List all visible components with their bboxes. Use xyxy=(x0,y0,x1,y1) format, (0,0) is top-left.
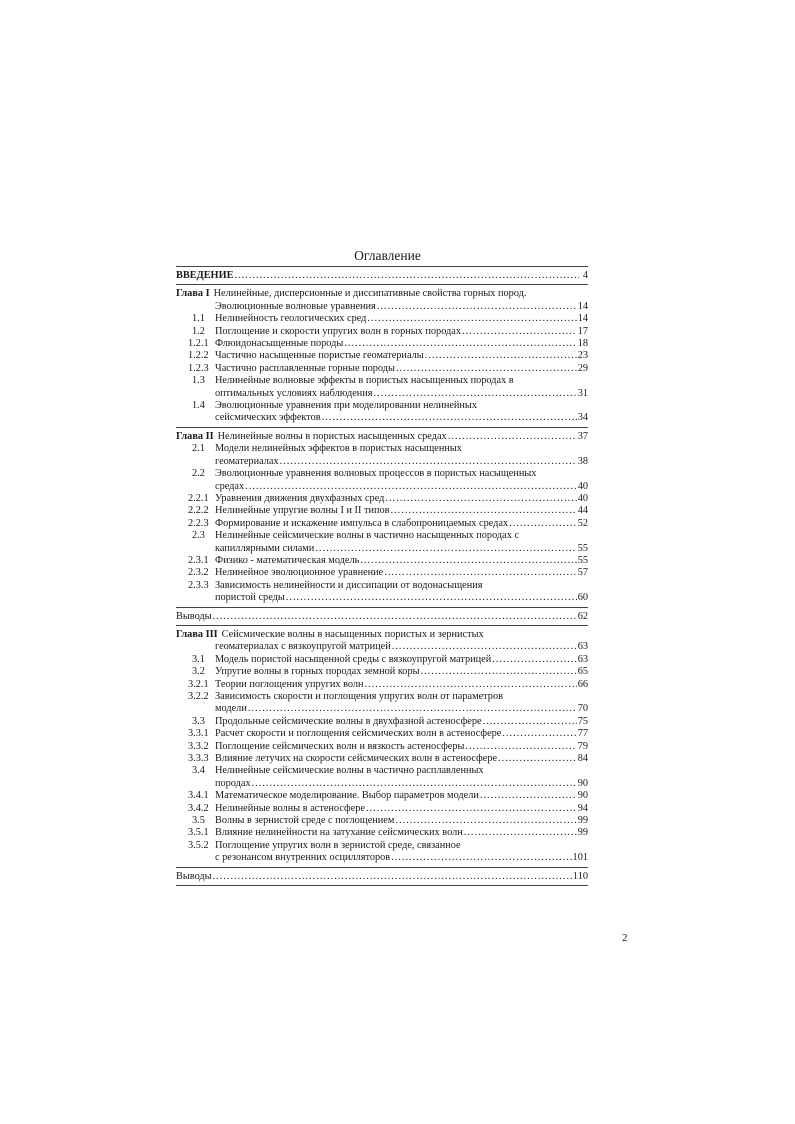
toc-entry xyxy=(176,815,588,827)
toc-page-number: 38 xyxy=(577,455,588,467)
toc-page-number: 77 xyxy=(577,728,588,740)
section-number: 1.1 xyxy=(192,313,205,325)
section-title-cont: сейсмических эффектов xyxy=(215,412,321,424)
section-title-cont: породах xyxy=(215,777,251,789)
section-title: Флюидонасыщенные породы xyxy=(215,338,344,350)
toc-page-number: 90 xyxy=(577,777,588,789)
toc-page-number: 44 xyxy=(577,505,588,517)
section-title: Влияние летучих на скорости сейсмических волн в астеносфере xyxy=(215,753,498,765)
toc-entry xyxy=(176,827,588,839)
dot-leader xyxy=(396,363,577,375)
toc-page-number: 4 xyxy=(582,270,588,281)
table-of-contents xyxy=(176,266,588,886)
section-number: 2.2.3 xyxy=(188,517,209,529)
section-title: Нелинейные волновые эффекты в пористых насыщенных породах в xyxy=(215,375,514,387)
dot-leader xyxy=(248,703,577,715)
section-title: Частично расплавленные горные породы xyxy=(215,362,395,374)
section-title: Нелинейные сейсмические волны в частично насыщенных породах с xyxy=(215,530,520,542)
toc-entry xyxy=(176,679,588,691)
section-title: Зависимость нелинейности и диссипации от водонасыщения xyxy=(215,579,483,591)
toc-page-number: 37 xyxy=(577,430,588,442)
toc-page-number: 84 xyxy=(577,753,588,765)
toc-entry xyxy=(176,666,588,678)
toc-entry-conclusions xyxy=(176,871,588,883)
chapter-title-line1: Нелинейные, дисперсионные и диссипативные свойства горных пород. xyxy=(213,288,527,300)
section-title: Модели нелинейных эффектов в пористых насыщенных xyxy=(215,443,462,455)
section-title-cont: пористой среды xyxy=(215,592,285,604)
toc-entry xyxy=(176,741,588,753)
section-number: 2.3.2 xyxy=(188,567,209,579)
toc-section-intro xyxy=(176,267,588,284)
dot-leader xyxy=(498,753,577,765)
section-number: 3.1 xyxy=(192,653,205,665)
dot-leader xyxy=(464,827,577,839)
toc-page-number: 79 xyxy=(577,740,588,752)
chapter-label: Глава I xyxy=(176,288,210,300)
chapter-title-line2: геоматериалах с вязкоупругой матрицей xyxy=(215,641,391,653)
toc-entry-cont xyxy=(176,481,588,493)
toc-page-number: 66 xyxy=(577,678,588,690)
toc-page-number: 40 xyxy=(577,492,588,504)
section-number: 2.2.2 xyxy=(188,505,209,517)
toc-page-number: 90 xyxy=(577,790,588,802)
toc-section-chapter-1 xyxy=(176,285,588,426)
toc-page-number: 62 xyxy=(577,610,588,622)
toc-entry xyxy=(176,580,588,592)
dot-leader xyxy=(234,270,579,282)
toc-page-number: 17 xyxy=(577,325,588,337)
section-number: 3.3.1 xyxy=(188,728,209,740)
toc-page-number: 34 xyxy=(577,412,588,424)
chapter-heading xyxy=(176,629,588,641)
section-number: 2.2 xyxy=(192,468,205,480)
section-title: Поглощение и скорости упругих волн в горных породах xyxy=(215,325,461,337)
section-title: Расчет скорости и поглощения сейсмических волн в астеносфере xyxy=(215,728,502,740)
dot-leader xyxy=(213,611,577,623)
toc-page-number: 55 xyxy=(577,554,588,566)
toc-entry xyxy=(176,350,588,362)
toc-entry xyxy=(176,728,588,740)
section-title-cont: модели xyxy=(215,703,247,715)
dot-leader xyxy=(366,803,577,815)
section-number: 1.2.3 xyxy=(188,362,209,374)
section-number: 2.3 xyxy=(192,530,205,542)
toc-entry xyxy=(176,375,588,387)
toc-entry xyxy=(176,530,588,542)
toc-entry xyxy=(176,555,588,567)
toc-entry-cont xyxy=(176,703,588,715)
toc-page-number: 60 xyxy=(577,592,588,604)
dot-leader xyxy=(322,412,577,424)
section-title: Уравнения движения двухфазных сред xyxy=(215,492,385,504)
chapter-label: Глава II xyxy=(176,430,214,442)
toc-page-number: 101 xyxy=(572,852,588,864)
toc-page-number: 57 xyxy=(577,567,588,579)
toc-section-chapter-2 xyxy=(176,428,588,607)
toc-entry xyxy=(176,363,588,375)
dot-leader xyxy=(421,666,577,678)
section-number: 1.2 xyxy=(192,325,205,337)
dot-leader xyxy=(480,790,577,802)
toc-entry xyxy=(176,505,588,517)
chapter-heading-cont xyxy=(176,641,588,653)
section-title: Поглощение упругих волн в зернистой среде, связанное xyxy=(215,839,461,851)
dot-leader xyxy=(280,456,577,468)
section-title: Волны в зернистой среде с поглощением xyxy=(215,815,395,827)
toc-entry-cont xyxy=(176,456,588,468)
section-number: 3.5.2 xyxy=(188,839,209,851)
dot-leader xyxy=(374,388,577,400)
section-title: Нелинейные упругие волны I и II типов xyxy=(215,505,390,517)
toc-page-number: 55 xyxy=(577,542,588,554)
toc-entry xyxy=(176,716,588,728)
toc-page-number: 14 xyxy=(577,313,588,325)
dot-leader xyxy=(315,543,576,555)
section-number: 1.2.1 xyxy=(188,338,209,350)
section-title-cont: оптимальных условиях наблюдения xyxy=(215,387,373,399)
toc-entry xyxy=(176,326,588,338)
dot-leader xyxy=(385,493,576,505)
toc-title: Оглавление xyxy=(354,248,421,263)
toc-page-number: 94 xyxy=(577,802,588,814)
section-number: 2.1 xyxy=(192,443,205,455)
dot-leader xyxy=(384,567,576,579)
dot-leader xyxy=(492,654,576,666)
toc-entry xyxy=(176,400,588,412)
dot-leader xyxy=(425,350,577,362)
toc-entry xyxy=(176,691,588,703)
toc-section-conclusions-1 xyxy=(176,608,588,625)
section-title: Продольные сейсмические волны в двухфазной астеносфере xyxy=(215,715,482,727)
section-number: 3.2.1 xyxy=(188,678,209,690)
toc-entry xyxy=(176,803,588,815)
section-title: Нелинейные сейсмические волны в частично расплавленных xyxy=(215,765,484,777)
section-title: Зависимость скорости и поглощения упругих волн от параметров xyxy=(215,691,503,702)
section-title-cont: с резонансом внутренних осцилляторов xyxy=(215,852,391,864)
toc-entry xyxy=(176,753,588,765)
dot-leader xyxy=(245,481,577,493)
section-number: 3.4 xyxy=(192,765,205,777)
dot-leader xyxy=(252,778,577,790)
section-title: Нелинейность геологических сред xyxy=(215,313,367,325)
dot-leader xyxy=(465,741,576,753)
chapter-heading-cont xyxy=(176,301,588,313)
toc-entry-cont xyxy=(176,852,588,864)
toc-entry xyxy=(176,338,588,350)
toc-page-number: 23 xyxy=(577,350,588,362)
dot-leader xyxy=(344,338,576,350)
chapter-heading xyxy=(176,288,588,300)
section-number: 3.3.2 xyxy=(188,740,209,752)
section-number: 3.3.3 xyxy=(188,753,209,765)
section-title: Эволюционные уравнения волновых процессов в пористых насыщенных xyxy=(215,468,537,480)
section-title: Физико - математическая модель xyxy=(215,554,360,566)
section-number: 1.3 xyxy=(192,375,205,387)
toc-entry-cont xyxy=(176,388,588,400)
section-number: 3.2 xyxy=(192,666,205,678)
section-number: 3.4.2 xyxy=(188,802,209,814)
toc-entry xyxy=(176,518,588,530)
toc-section-conclusions-2 xyxy=(176,868,588,885)
toc-entry xyxy=(176,567,588,579)
toc-entry-intro xyxy=(176,270,588,282)
toc-page-number: 63 xyxy=(577,653,588,665)
section-number: 2.3.1 xyxy=(188,554,209,566)
section-number: 2.2.1 xyxy=(188,492,209,504)
section-title-cont: капиллярными силами xyxy=(215,542,315,554)
toc-page-number: 75 xyxy=(577,715,588,727)
section-title-cont: геоматериалах xyxy=(215,455,279,467)
toc-page-number: 29 xyxy=(577,362,588,374)
toc-entry-label: Выводы xyxy=(176,610,212,622)
dot-leader xyxy=(448,431,577,443)
toc-entry-cont xyxy=(176,412,588,424)
toc-page-number: 63 xyxy=(577,641,588,653)
section-title: Формирование и искажение импульса в слабопроницаемых средах xyxy=(215,517,509,529)
dot-leader xyxy=(462,326,577,338)
toc-entry-conclusions xyxy=(176,611,588,623)
chapter-label: Глава III xyxy=(176,628,218,640)
toc-page-number: 31 xyxy=(577,387,588,399)
toc-page-number: 70 xyxy=(577,703,588,715)
toc-entry xyxy=(176,790,588,802)
section-title: Упругие волны в горных породах земной коры xyxy=(215,666,420,678)
toc-entry xyxy=(176,654,588,666)
section-title-cont: средах xyxy=(215,480,245,492)
dot-leader xyxy=(391,852,571,864)
toc-entry xyxy=(176,313,588,325)
dot-leader xyxy=(286,592,577,604)
toc-entry-cont xyxy=(176,778,588,790)
section-title: Нелинейное эволюционное уравнение xyxy=(215,567,384,579)
dot-leader xyxy=(483,716,577,728)
section-number: 3.4.1 xyxy=(188,790,209,802)
toc-entry xyxy=(176,765,588,777)
section-title: Влияние нелинейности на затухание сейсмических волн xyxy=(215,827,463,839)
section-number: 1.4 xyxy=(192,400,205,412)
dot-leader xyxy=(360,555,576,567)
toc-page-number: 65 xyxy=(577,666,588,678)
dot-leader xyxy=(391,505,577,517)
dot-leader xyxy=(509,518,577,530)
dot-leader xyxy=(502,728,576,740)
section-title: Нелинейные волны в астеносфере xyxy=(215,802,365,814)
toc-entry xyxy=(176,468,588,480)
divider xyxy=(176,885,588,886)
toc-page-number: 52 xyxy=(577,517,588,529)
toc-page-number: 110 xyxy=(572,870,588,882)
section-number: 1.2.2 xyxy=(188,350,209,362)
toc-page-number: 14 xyxy=(577,300,588,312)
section-number: 3.3 xyxy=(192,715,205,727)
toc-entry xyxy=(176,493,588,505)
dot-leader xyxy=(367,313,576,325)
toc-entry-label: ВВЕДЕНИЕ xyxy=(176,270,234,281)
section-title: Теории поглощения упругих волн xyxy=(215,678,364,690)
section-number: 3.5.1 xyxy=(188,827,209,839)
toc-page-number: 40 xyxy=(577,480,588,492)
dot-leader xyxy=(365,679,577,691)
dot-leader xyxy=(395,815,576,827)
dot-leader xyxy=(213,871,572,883)
toc-entry xyxy=(176,840,588,852)
toc-page-number: 18 xyxy=(577,338,588,350)
section-number: 2.3.3 xyxy=(188,579,209,591)
chapter-title-line1: Нелинейные волны в пористых насыщенных средах xyxy=(217,430,447,442)
section-title: Математическое моделирование. Выбор параметров модели xyxy=(215,790,479,802)
chapter-heading xyxy=(176,431,588,443)
toc-entry-cont xyxy=(176,592,588,604)
section-number: 3.2.2 xyxy=(188,691,209,702)
section-number: 3.5 xyxy=(192,815,205,827)
chapter-title-line2: Эволюционные волновые уравнения xyxy=(215,300,376,312)
toc-section-chapter-3 xyxy=(176,626,588,867)
toc-page-number: 99 xyxy=(577,815,588,827)
section-title: Эволюционные уравнения при моделировании нелинейных xyxy=(215,400,477,412)
toc-entry-cont xyxy=(176,543,588,555)
section-title: Частично насыщенные пористые геоматериалы xyxy=(215,350,424,362)
section-title: Модель пористой насыщенной среды с вязкоупругой матрицей xyxy=(215,653,492,665)
toc-entry-label: Выводы xyxy=(176,870,212,882)
chapter-title-line1: Сейсмические волны в насыщенных пористых и зернистых xyxy=(221,628,484,640)
dot-leader xyxy=(377,301,577,313)
toc-entry xyxy=(176,443,588,455)
page-number: 2 xyxy=(622,932,628,944)
dot-leader xyxy=(392,641,577,653)
toc-page-number: 99 xyxy=(577,827,588,839)
section-title: Поглощение сейсмических волн и вязкость астеносферы xyxy=(215,740,465,752)
